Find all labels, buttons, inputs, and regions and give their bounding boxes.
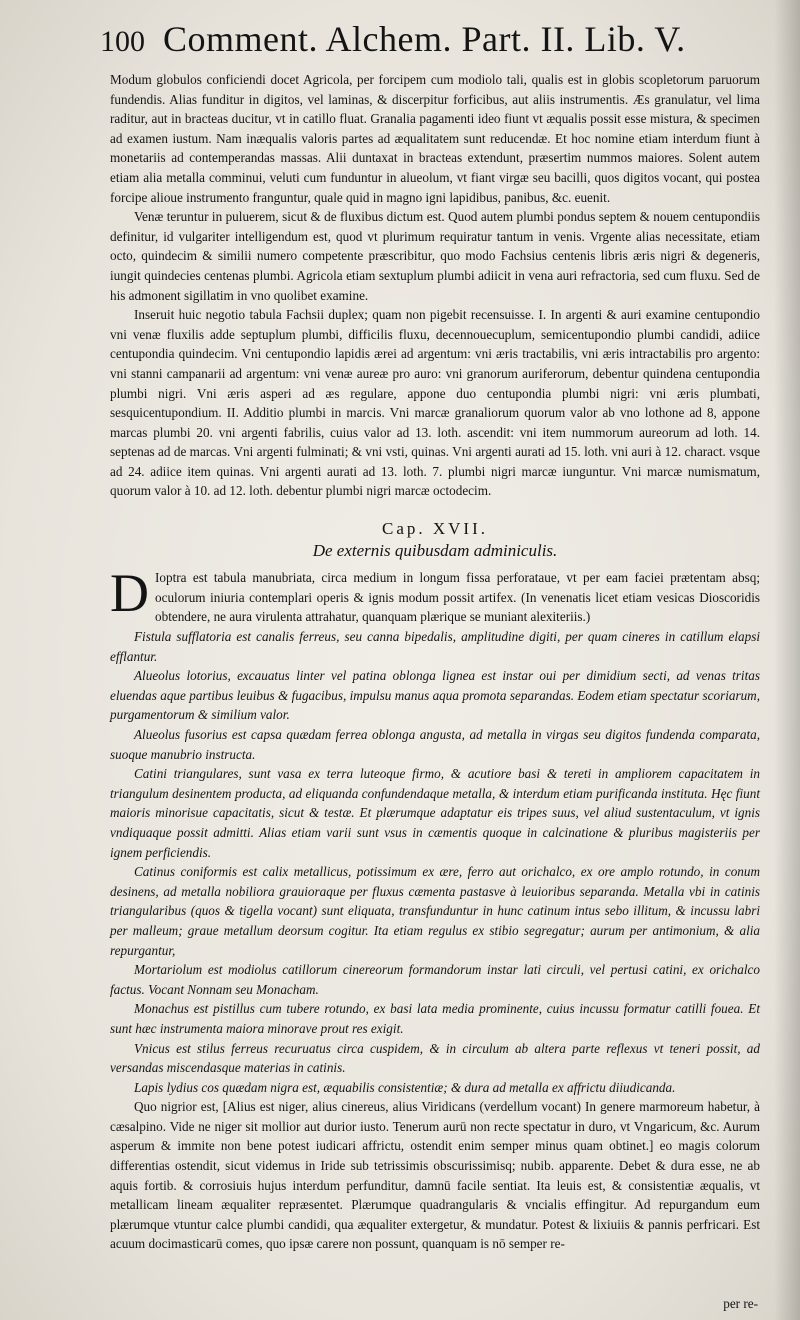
paragraph: Modum globulos conficiendi docet Agricola, per forcipem cum modiolo tali, qualis est in globis scopletorum paruorum fundendis. Alias funditur in digitos, vel laminas, & discerpitur forficibus, aut aliis instrumentis. Æs granulatur, vel lima raditur, aut in bracteas ducitur, vt in catillo fluat. Granalia pagamenti ideo fiunt vt æqualis possit esse mistura, & specimen ad examen iustum. Nam inæqualis valoris partes ad æqualitatem sunt reducendæ. Et hoc nomine etiam interdum fiunt à monetariis ad contemperandas massas. Alii duntaxat in bracteas extendunt, præsertim nummos maiores. Solent autem etiam alia metalla comminui, veluti cum funduntur in alueolum, vt fiant virgæ seu bacilli, quos digitos vocant, qui postea forcipe alioue instrumento franguntur, quale quid in magno igni lapidibus, panibus, &c. euenit. bbox=[110, 72, 760, 205]
chapter-paragraph: Fistula sufflatoria est canalis ferreus, seu canna bipedalis, amplitudine digiti, per quam cineres in catillum elapsi efflantur. bbox=[110, 629, 760, 664]
running-title: Comment. Alchem. Part. II. Lib. V. bbox=[163, 19, 686, 59]
chapter-paragraph bbox=[110, 563, 760, 627]
page-body bbox=[110, 70, 760, 1254]
catchword: per re- bbox=[723, 1296, 758, 1311]
paragraph-text: Ioptra est tabula manubriata, circa medium in longum fissa perforataue, vt per eam faciei prætentam absq; oculorum iniuria contemplari operis & ignis modum possit artifex. (In venenatis licet etiam vesicas Dioscoridis obtendere, ne aura virulenta attrahatur, quanquam plærique se muniant alexiteriis.) bbox=[155, 570, 760, 625]
chapter-paragraph: Quo nigrior est, [Alius est niger, alius cinereus, alius Viridicans (verdellum vocant) In genere marmoreum habetur, à cæsalpino. Vide ne niger sit mollior aut durior iusto. Tenerum aurū non recte spectatur in duro, vt Vngaricum, &c. Aurum asperum & immite non bene potest iudicari affrictu, ostendit enim semper minus quam obtinet.] eo magis colorum differentias ostendit, sicut videmus in Iride sub tetrissimis obscurissimisq; nubib. apparente. Debet & dura esse, ne ab aquis fortib. & corrosiuis hujus interdum perfunditur, damnū facile sentiat. Ita leuis est, & consistentiæ æqualis, vt metallicam lineam æqualiter repræsentet. Plærumque quadrangularis & vncialis effingitur. Ad repurgandum eum plærumque vtuntur calce plumbi candidi, qua æqualiter extergetur, & mundatur. Potest & lixiuiis & pannis perfricari. Est acuum docimasticarū comes, quo ipsæ carere non possunt, quanquam is nō semper re- bbox=[110, 1099, 760, 1252]
chapter-paragraph: Catinus coniformis est calix metallicus, potissimum ex ære, ferro aut orichalco, ex ore amplo rotundo, in conum desinens, ad metalla nobiliora grauioraque per fluxus cæmenta pastasve à leuioribus separanda. Metalla vbi in catinis triangularibus (quos & tigella vocant) sunt eliquata, transfunduntur in hunc catinum intus sebo illitum, & incussu labri per malleum; graue metallum deorsum cogitur. Ita etiam regulus ex stibio segregatur; aurum per antimonium, & alia repurgantur, bbox=[110, 864, 760, 958]
chapter-paragraph: Alueolus fusorius est capsa quædam ferrea oblonga angusta, ad metalla in virgas seu digitos fundenda comparata, suoque manubrio instructa. bbox=[110, 727, 760, 762]
chapter-paragraph: Catini triangulares, sunt vasa ex terra luteoque firmo, & acutiore basi & tereti in ampliorem capacitatem in triangulum desinentem producta, ad eliquanda confundendaque metalla, & interdum etiam purificanda instituta. Hęc fiunt maioris minorisue capacitatis, sicut & testæ. Et plærumque adaptatur eis tripes suus, vel aliud sustentaculum, vt ignis vndiquaque possit admitti. Alias etiam varii sunt vsus in cæmentis quoque in calcinatione & pluribus magisteriis per ignem perficiendis. bbox=[110, 766, 760, 860]
chapter-paragraph: Vnicus est stilus ferreus recuruatus circa cuspidem, & in circulum ab altera parte reflexus vt teneri possit, ad versandas miscendasque materias in catinis. bbox=[110, 1040, 760, 1076]
chapter-heading: Cap. XVII. bbox=[381, 519, 488, 539]
page-header bbox=[100, 18, 740, 70]
page-number: 100 bbox=[100, 25, 145, 58]
chapter-paragraph: Monachus est pistillus cum tubere rotundo, ex basi lata media prominente, cuius incussu formatur catilli fouea. Et sunt hæc instrumenta maiora minorave prout res exigit. bbox=[110, 1001, 760, 1036]
chapter-paragraph: Lapis lydius cos quædam nigra est, æquabilis consistentiæ; & dura ad metalla ex affrictu diiudicanda. bbox=[134, 1079, 676, 1095]
chapter-paragraph: Mortariolum est modiolus catillorum cinereorum formandorum instar lati circuli, vel pertusi catini, ex orichalco factus. Vocant Nonnam seu Monacham. bbox=[110, 962, 760, 997]
chapter-title: De externis quibusdam adminiculis. bbox=[312, 540, 558, 560]
page-edge-shadow bbox=[774, 0, 800, 1320]
drop-cap-initial: D bbox=[110, 563, 149, 624]
paragraph: Inseruit huic negotio tabula Fachsii duplex; quam non pigebit recensuisse. I. In argenti & auri examine centupondio vni venæ fluxilis adde septuplum plumbi, difficilis fluxu, decennouecuplum, semicentupondio plumbi candidi, adiice centupondia quindecim. Vni centupondio lapidis ærei ad argentum: vni æris tractabilis, vni æris intractabilis pro argento: vni stanni campanarii ad argentum: vni venæ aureæ pro auro: vni granorum auriferorum, debentur quindena centupondia plumbi nigri. Vni æris asperi ad æs regulare, appone duo centupondia plumbi nigri: vni æris plumbati, sesquicentupondium. II. Additio plumbi in marcis. Vni marcæ granaliorum quorum valor ab vno lothone ad 8, appone marcas plumbi 20. vni argenti fabrilis, cuius valor ad 13. loth. ascendit: vni item nummorum aureorum ad loth. 14. septenas ad de marcas. Vni argenti fulminati; & vni vsti, quinas. Vni argenti aurati ad 15. loth. vni auri à 12. charact. vsque ad 24. adiice item quinas. Vni argenti aurati ad 13. loth. 7. plumbi nigri marcæ iunguntur. Vni marcæ numismatum, quorum valor à 10. ad 12. loth. debentur plumbi nigri marcæ octodecim. bbox=[110, 307, 760, 499]
paragraph: Venæ teruntur in puluerem, sicut & de fluxibus dictum est. Quod autem plumbi pondus septem & nouem centupondiis definitur, id vulgariter intelligendum est, quod vt plurimum requiratur tantum in venis. Vrgente alias necessitate, etiam octo, quindecim & similii numero competente præscribitur, quo modo Fachsius centenis libris æris nigri & degeneris, iungit quindecies centenas plumbi. Agricola etiam sextuplum plumbi adiicit in vena auri refractoria, sed cum fluxu. Sed de his admonent sigillatim in vno quolibet examine. bbox=[110, 209, 760, 303]
chapter-paragraph: Alueolus lotorius, excauatus linter vel patina oblonga lignea est instar oui per dimidium secti, ad venas tritas eluendas aque partibus leuibus & fugacibus, impulsu manus aqua promota separandas. Eodem etiam spectatur scoriarum, purgamentorum & similium valor. bbox=[110, 668, 760, 723]
